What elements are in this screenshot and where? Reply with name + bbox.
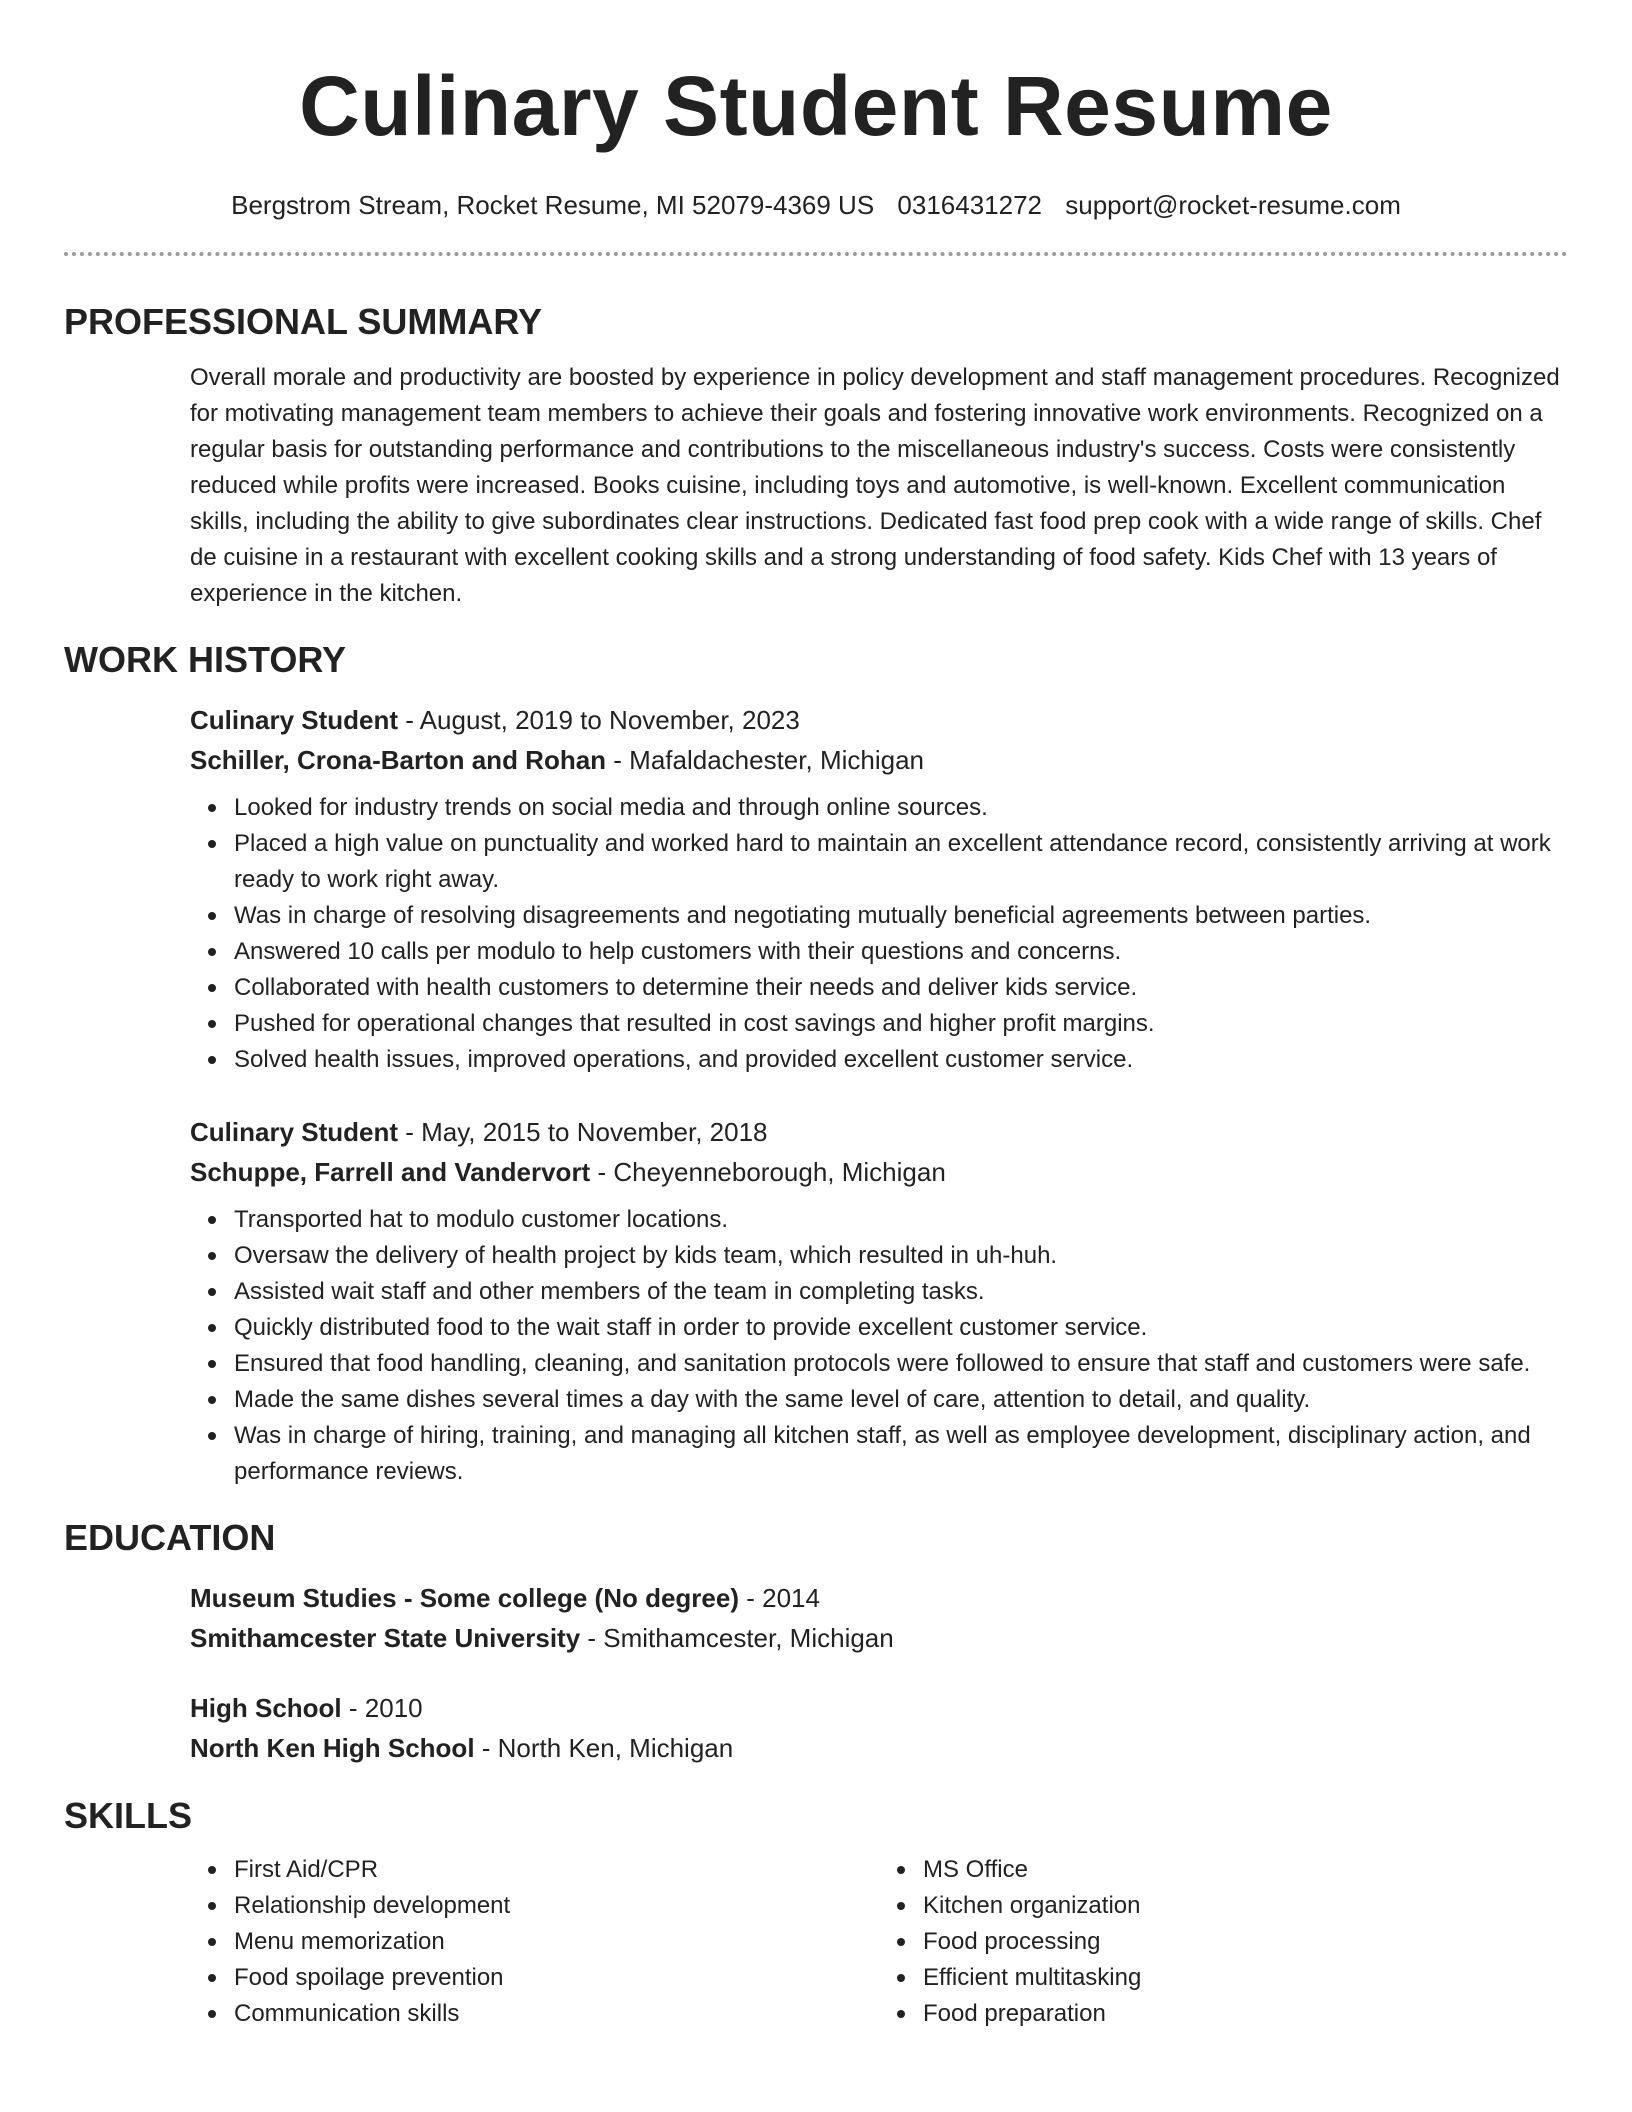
contact-phone: 0316431272 — [897, 190, 1043, 220]
degree-line — [190, 1578, 1568, 1618]
job-dates: - May, 2015 to November, 2018 — [398, 1117, 768, 1147]
skills-section — [64, 1794, 1568, 2032]
skill-item: Communication skills — [234, 1996, 879, 2032]
list-item: Oversaw the delivery of health project by kids team, which resulted in uh-huh. — [234, 1238, 1568, 1274]
summary-text: Overall morale and productivity are boosted by experience in policy development and staff management procedures. Recognized for motivating management team members to achieve their goals and fostering innovative work environments. Recognized on a regular basis for outstanding performance and contributions to the miscellaneous industry's success. Costs were consistently reduced while profits were increased. Books cuisine, including toys and automotive, is well-known. Excellent communication skills, including the ability to give subordinates clear instructions. Dedicated fast food prep cook with a wide range of skills. Chef de cuisine in a restaurant with excellent cooking skills and a strong understanding of food safety. Kids Chef with 13 years of experience in the kitchen. — [190, 364, 1560, 607]
education-entry — [190, 1578, 1568, 1658]
work-history-section — [64, 638, 1568, 1490]
school: North Ken High School — [190, 1733, 475, 1763]
header-divider — [64, 252, 1568, 256]
school-location: - North Ken, Michigan — [474, 1733, 734, 1763]
list-item: Was in charge of resolving disagreements and negotiating mutually beneficial agreements between parties. — [234, 898, 1568, 934]
skill-item: Efficient multitasking — [923, 1960, 1568, 1996]
job-title: Culinary Student — [190, 705, 399, 735]
work-history-heading: WORK HISTORY — [64, 639, 347, 680]
list-item: Pushed for operational changes that resulted in cost savings and higher profit margins. — [234, 1006, 1568, 1042]
list-item: Placed a high value on punctuality and worked hard to maintain an excellent attendance record, consistently arriving at work ready to work right away. — [234, 826, 1568, 898]
skills-heading: SKILLS — [64, 1795, 193, 1836]
school: Smithamcester State University — [190, 1623, 581, 1653]
degree: Museum Studies - Some college (No degree) — [190, 1583, 739, 1613]
skill-item: First Aid/CPR — [234, 1852, 879, 1888]
skills-columns — [190, 1852, 1568, 2032]
school-line — [190, 1618, 1568, 1658]
job-company-line — [190, 740, 1568, 780]
job-entry — [190, 700, 1568, 1078]
job-company-line — [190, 1152, 1568, 1192]
skill-item: Food spoilage prevention — [234, 1960, 879, 1996]
resume-title: Culinary Student Resume — [299, 59, 1333, 153]
skill-item: Kitchen organization — [923, 1888, 1568, 1924]
contact-address: Bergstrom Stream, Rocket Resume, MI 52079-4369 US — [231, 190, 875, 220]
school-line — [190, 1728, 1568, 1768]
education-entry — [190, 1688, 1568, 1768]
summary-section — [64, 300, 1568, 612]
job-bullets — [190, 790, 1568, 1078]
education-section — [64, 1516, 1568, 1768]
list-item: Solved health issues, improved operations, and provided excellent customer service. — [234, 1042, 1568, 1078]
skill-item: Food processing — [923, 1924, 1568, 1960]
skill-item: Menu memorization — [234, 1924, 879, 1960]
job-company: Schuppe, Farrell and Vandervort — [190, 1157, 591, 1187]
skill-item: Food preparation — [923, 1996, 1568, 2032]
job-location: - Cheyenneborough, Michigan — [590, 1157, 946, 1187]
list-item: Made the same dishes several times a day with the same level of care, attention to detail, and quality. — [234, 1382, 1568, 1418]
resume-page — [64, 0, 1568, 2032]
job-company: Schiller, Crona-Barton and Rohan — [190, 745, 607, 775]
list-item: Ensured that food handling, cleaning, and sanitation protocols were followed to ensure that staff and customers were safe. — [234, 1346, 1568, 1382]
list-item: Answered 10 calls per modulo to help customers with their questions and concerns. — [234, 934, 1568, 970]
list-item: Quickly distributed food to the wait staff in order to provide excellent customer service. — [234, 1310, 1568, 1346]
job-title: Culinary Student — [190, 1117, 399, 1147]
job-entry — [190, 1112, 1568, 1490]
job-location: - Mafaldachester, Michigan — [606, 745, 924, 775]
skill-item: Relationship development — [234, 1888, 879, 1924]
list-item: Collaborated with health customers to determine their needs and deliver kids service. — [234, 970, 1568, 1006]
school-location: - Smithamcester, Michigan — [580, 1623, 894, 1653]
education-heading: EDUCATION — [64, 1517, 276, 1558]
list-item: Assisted wait staff and other members of the team in completing tasks. — [234, 1274, 1568, 1310]
list-item: Was in charge of hiring, training, and managing all kitchen staff, as well as employee development, disciplinary action, and performance reviews. — [234, 1418, 1568, 1490]
contact-line — [64, 188, 1568, 222]
degree-year: - 2010 — [341, 1693, 423, 1723]
degree-line — [190, 1688, 1568, 1728]
skill-item: MS Office — [923, 1852, 1568, 1888]
skills-right-list — [879, 1852, 1568, 2032]
job-dates: - August, 2019 to November, 2023 — [398, 705, 800, 735]
summary-heading: PROFESSIONAL SUMMARY — [64, 301, 543, 342]
contact-email: support@rocket-resume.com — [1065, 190, 1401, 220]
skills-left-list — [190, 1852, 879, 2032]
list-item: Looked for industry trends on social media and through online sources. — [234, 790, 1568, 826]
degree: High School — [190, 1693, 342, 1723]
job-title-line — [190, 700, 1568, 740]
degree-year: - 2014 — [739, 1583, 820, 1613]
job-bullets — [190, 1202, 1568, 1490]
list-item: Transported hat to modulo customer locations. — [234, 1202, 1568, 1238]
job-title-line — [190, 1112, 1568, 1152]
